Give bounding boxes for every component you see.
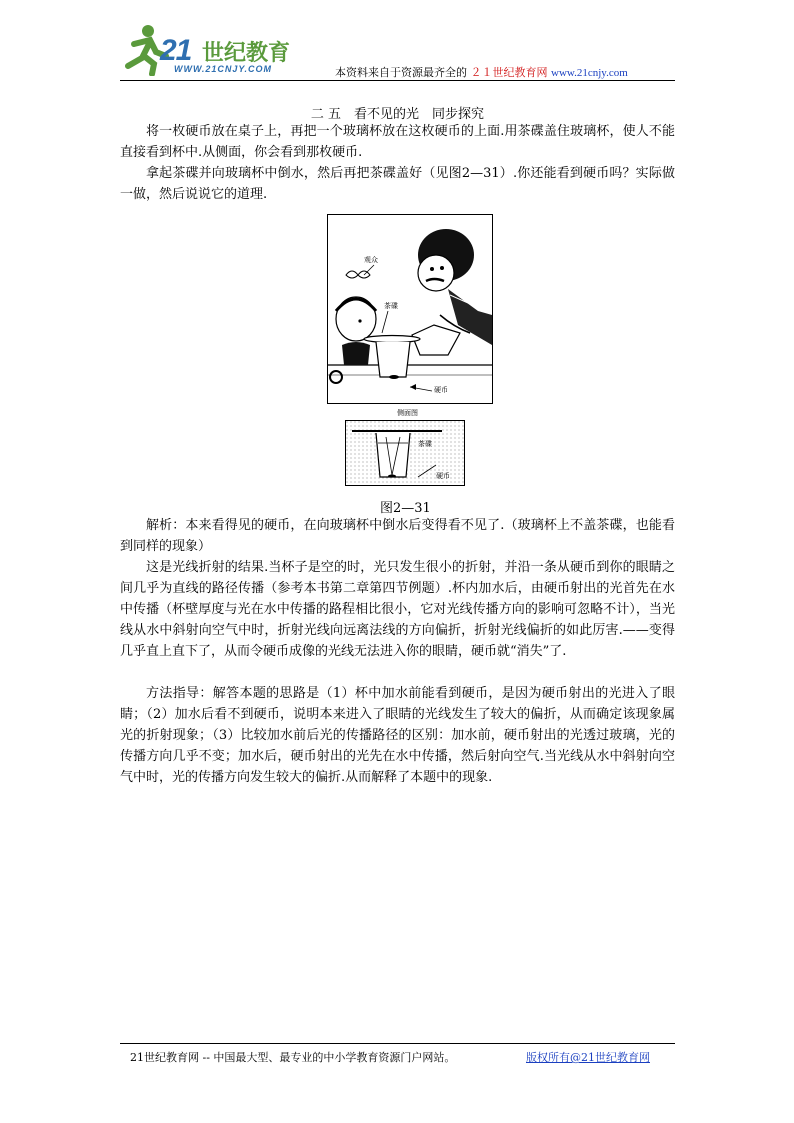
figure-caption: 图2—31 [380, 501, 431, 516]
logo-name: 世纪教育 [202, 41, 291, 66]
header-source-text [335, 64, 628, 80]
question-paragraph: 拿起茶碟并向玻璃杯中倒水，然后再把茶碟盖好（见图2—31）.你还能看到硬币吗？实际做一做，然后说说它的道理. [120, 166, 675, 202]
document-title: 二 五 看不见的光 同步探究 [310, 107, 485, 122]
header-site-name: ２１世纪教育网 [470, 66, 548, 79]
side-label-coin: 硬币 [436, 472, 450, 480]
label-coin: 硬币 [434, 386, 448, 394]
side-view-title: 侧面图 [397, 409, 418, 417]
header-prefix: 本资料来自于资源最齐全的 [335, 66, 467, 79]
experiment-illustration [327, 214, 493, 404]
logo-url: WWW.21CNJY.COM [174, 64, 273, 74]
method-paragraph: 方法指导：解答本题的思路是（1）杯中加水前能看到硬币，是因为硬币射出的光进入了眼睛；（2）加水后看不到硬币，说明本来进入了眼睛的光线发生了较大的偏折，从而确定该现象属光的折射现象；（3）比较加水前后光的传播路径的区别：加水前，硬币射出的光透过玻璃，光的传播方向几乎不变；加水后，硬币射出的光先在水中传播，然后射向空气.当光线从水中斜射向空气中时，光的传播方向发生较大的偏折.从而解释了本题中的现象. [120, 686, 675, 785]
label-viewer: 观众 [364, 256, 378, 264]
site-logo [120, 22, 310, 78]
footer-text: 21世纪教育网 -- 中国最大型、最专业的中小学教育资源门户网站。 [130, 1051, 456, 1064]
side-label-saucer: 茶碟 [418, 440, 432, 448]
header-divider [120, 80, 675, 81]
label-saucer: 茶碟 [384, 302, 398, 310]
logo-number: 21 [160, 34, 192, 67]
analysis-paragraph: 这是光线折射的结果.当杯子是空的时，光只发生很小的折射，并沿一条从硬币到你的眼睛之间几乎为直线的路径传播（参考本书第二章第四节例题）.杯内加水后，由硬币射出的光首先在水中传播（杯壁厚度与光在水中传播的路程相比很小，它对光线传播方向的影响可忽略不计），当光线从水中斜射向空气中时，折射光线向远离法线的方向偏折，折射光线偏折的如此厉害.——变得几乎直上直下了，从而令硬币成像的光线无法进入你的眼睛，硬币就“消失”了. [120, 560, 675, 659]
question-paragraph: 将一枚硬币放在桌子上，再把一个玻璃杯放在这枚硬币的上面.用茶碟盖住玻璃杯，使人不能直接看到杯中.从侧面，你会看到那枚硬币. [120, 124, 675, 160]
analysis-paragraph: 解析：本来看得见的硬币，在向玻璃杯中倒水后变得看不见了.（玻璃杯上不盖茶碟，也能看到同样的现象） [120, 518, 675, 554]
footer-copyright-link[interactable]: 版权所有@21世纪教育网 [526, 1051, 650, 1064]
footer-divider [120, 1043, 675, 1044]
header-site-url[interactable]: www.21cnjy.com [551, 67, 628, 79]
side-view-diagram [345, 420, 465, 486]
